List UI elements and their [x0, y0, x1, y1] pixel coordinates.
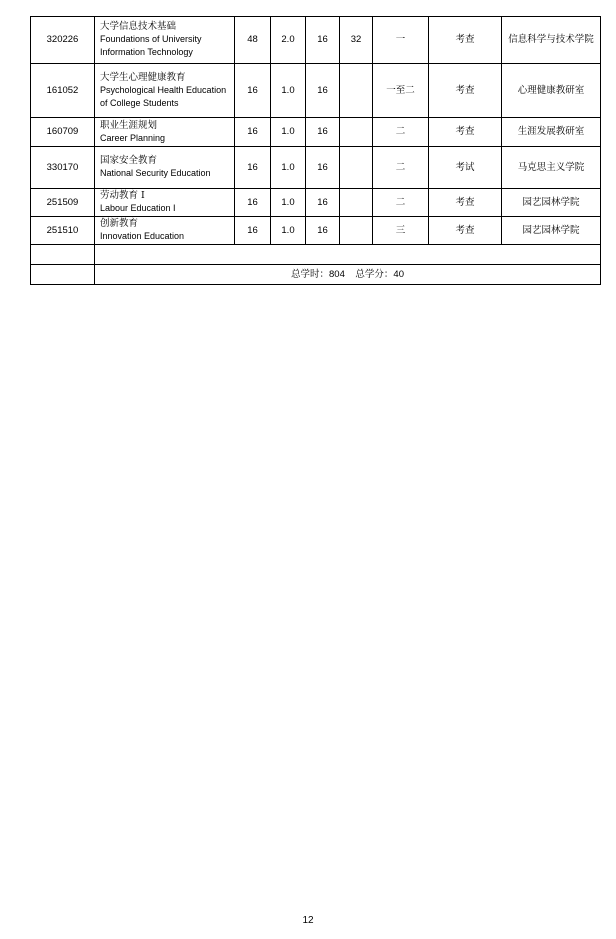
- course-code: 251509: [31, 189, 95, 217]
- table-row: [31, 118, 601, 147]
- course-name-cn: 劳动教育 I: [100, 190, 145, 201]
- course-name-cn: 大学生心理健康教育: [100, 71, 186, 83]
- course-practice-hours: [340, 217, 373, 245]
- course-rows: [31, 17, 601, 285]
- course-practice-hours: [340, 64, 373, 118]
- course-semester: 二: [373, 189, 429, 217]
- course-assessment: 考查: [429, 189, 502, 217]
- course-practice-hours: 32: [340, 17, 373, 64]
- course-credits: 1.0: [271, 189, 306, 217]
- course-lecture-hours: 16: [306, 17, 340, 64]
- course-lecture-hours: 16: [306, 147, 340, 189]
- course-credits: 2.0: [271, 17, 306, 64]
- course-department: 园艺园林学院: [502, 217, 601, 245]
- course-name-cn: 职业生涯规划: [100, 119, 158, 131]
- course-name-cn: 创新教育: [100, 218, 139, 229]
- course-lecture-hours: 16: [306, 64, 340, 118]
- course-semester: 三: [373, 217, 429, 245]
- course-name: [95, 147, 235, 189]
- course-semester: 二: [373, 118, 429, 147]
- table-row: [31, 147, 601, 189]
- course-hours: 16: [235, 64, 271, 118]
- table-row: [31, 217, 601, 245]
- course-department: 心理健康教研室: [502, 64, 601, 118]
- blank-row: [31, 245, 601, 265]
- course-credits: 1.0: [271, 64, 306, 118]
- blank-cell: [95, 245, 601, 265]
- course-hours: 16: [235, 189, 271, 217]
- course-code: 161052: [31, 64, 95, 118]
- course-assessment: 考查: [429, 17, 502, 64]
- course-name: [95, 189, 235, 217]
- course-lecture-hours: 16: [306, 189, 340, 217]
- course-name: [95, 118, 235, 147]
- course-assessment: 考查: [429, 217, 502, 245]
- blank-cell: [31, 245, 95, 265]
- course-table: [30, 16, 601, 285]
- course-hours: 16: [235, 217, 271, 245]
- course-department: 生涯发展教研室: [502, 118, 601, 147]
- course-code: 330170: [31, 147, 95, 189]
- course-semester: 一至二: [373, 64, 429, 118]
- total-row: [31, 265, 601, 285]
- course-credits: 1.0: [271, 147, 306, 189]
- page-number: 12: [302, 915, 314, 926]
- course-lecture-hours: 16: [306, 217, 340, 245]
- course-department: 信息科学与技术学院: [502, 17, 601, 64]
- course-name: [95, 217, 235, 245]
- course-practice-hours: [340, 118, 373, 147]
- course-name-en: Career Planning: [100, 132, 166, 143]
- course-semester: 二: [373, 147, 429, 189]
- course-name-en: Foundations of University Information Technology: [100, 34, 202, 57]
- table-row: [31, 17, 601, 64]
- course-assessment: 考查: [429, 64, 502, 118]
- course-hours: 16: [235, 118, 271, 147]
- course-practice-hours: [340, 189, 373, 217]
- course-name-en: Psychological Health Education of College Students: [100, 84, 227, 108]
- course-practice-hours: [340, 147, 373, 189]
- course-credits: 1.0: [271, 118, 306, 147]
- course-name: [95, 17, 235, 64]
- course-code: 320226: [31, 17, 95, 64]
- totals-text: 总学时：804 总学分：40: [95, 265, 601, 285]
- course-name-en: Innovation Education: [100, 231, 185, 241]
- course-credits: 1.0: [271, 217, 306, 245]
- course-assessment: 考查: [429, 118, 502, 147]
- course-name-cn: 大学信息技术基础: [100, 21, 177, 32]
- table-row: [31, 64, 601, 118]
- table-row: [31, 189, 601, 217]
- course-hours: 16: [235, 147, 271, 189]
- course-semester: 一: [373, 17, 429, 64]
- course-code: 251510: [31, 217, 95, 245]
- course-name-cn: 国家安全教育: [100, 155, 158, 166]
- course-name: [95, 64, 235, 118]
- course-department: 马克思主义学院: [502, 147, 601, 189]
- course-department: 园艺园林学院: [502, 189, 601, 217]
- course-name-en: National Security Education: [100, 168, 211, 178]
- course-assessment: 考试: [429, 147, 502, 189]
- course-code: 160709: [31, 118, 95, 147]
- course-name-en: Labour Education I: [100, 203, 176, 213]
- blank-cell: [31, 265, 95, 285]
- course-hours: 48: [235, 17, 271, 64]
- course-lecture-hours: 16: [306, 118, 340, 147]
